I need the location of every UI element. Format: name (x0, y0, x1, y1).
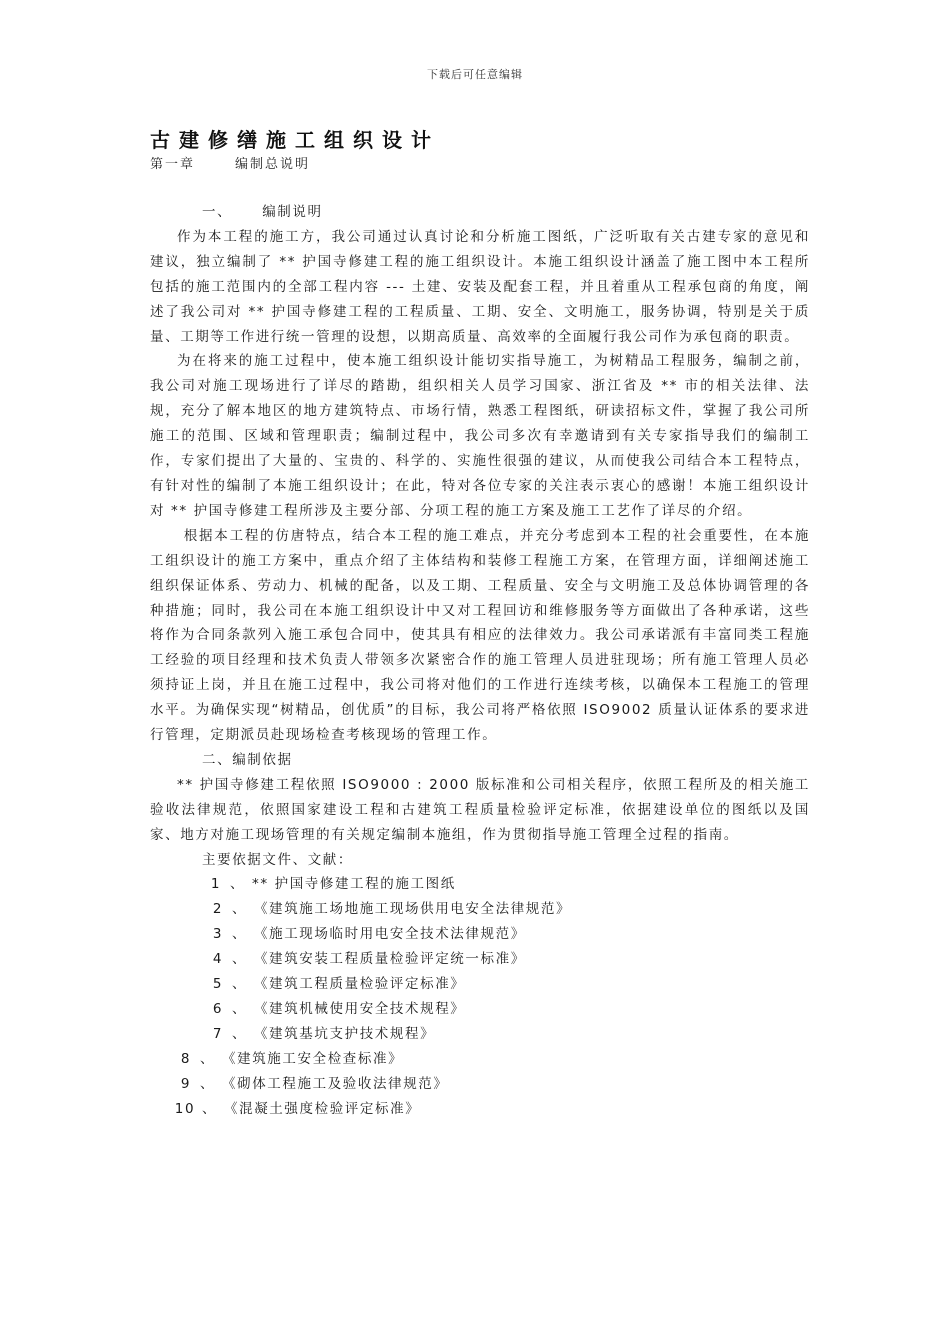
section-1-number: 一、 (202, 204, 233, 220)
reference-number: 9 (180, 1075, 192, 1092)
reference-text: 《建筑机械使用安全技术规程》 (254, 1001, 466, 1017)
section-1-title: 编制说明 (262, 204, 323, 220)
reference-item (150, 922, 810, 947)
reference-item (150, 1022, 810, 1047)
chapter-name: 编制总说明 (235, 157, 311, 172)
reference-separator: 、 (232, 901, 248, 918)
reference-text: 《建筑安装工程质量检验评定统一标准》 (254, 951, 526, 968)
document-title: 古建修缮施工组织设计 (150, 128, 440, 152)
reference-item (150, 947, 810, 972)
reference-text: 《混凝土强度检验评定标准》 (224, 1100, 421, 1117)
reference-separator: 、 (200, 1050, 216, 1067)
reference-separator: 、 (232, 926, 248, 943)
reference-separator: 、 (230, 876, 246, 893)
section-1-paragraph-1: 作为本工程的施工方，我公司通过认真讨论和分析施工图纸，广泛听取有关古建专家的意见和建议，独立编制了 ** 护国寺修建工程的施工组织设计。本施工组织设计涵盖了施工图中本工程所包括的施工范围内的全部工程内容 --- 土建、安装及配套工程，并且着重从工程承包商的角度，阐述了我公司对 ** 护国寺修建工程的工程质量、工期、安全、文明施工，服务协调，特别是关于质量、工期等工作进行统一管理的设想，以期高质量、高效率的全面履行我公司作为承包商的职责。 (150, 228, 810, 345)
reference-number: 6 (212, 1001, 224, 1017)
reference-number: 7 (212, 1025, 224, 1042)
reference-item (150, 872, 810, 897)
reference-list (150, 872, 810, 1121)
reference-text: 《建筑施工场地施工现场供用电安全法律规范》 (254, 901, 572, 918)
reference-text: 《建筑施工安全检查标准》 (222, 1050, 404, 1067)
reference-number: 8 (180, 1050, 192, 1067)
reference-text: 《施工现场临时用电安全技术法律规范》 (254, 926, 526, 943)
reference-separator: 、 (202, 1100, 218, 1117)
reference-number: 4 (212, 951, 224, 968)
reference-text: 《砌体工程施工及验收法律规范》 (222, 1075, 449, 1092)
chapter-number: 第一章 (150, 157, 196, 172)
reference-text: ** 护国寺修建工程的施工图纸 (252, 876, 456, 893)
chapter-heading (150, 153, 310, 172)
reference-number: 2 (212, 901, 224, 918)
reference-separator: 、 (232, 1025, 248, 1042)
section-1-paragraph-2: 为在将来的施工过程中，使本施工组织设计能切实指导施工，为树精品工程服务，编制之前，我公司对施工现场进行了详尽的踏勘，组织相关人员学习国家、浙江省及 ** 市的相关法律、法规，充分了解本地区的地方建筑特点、市场行情，熟悉工程图纸，研读招标文件，掌握了我公司所施工的范围、区域和管理职责；编制过程中，我公司多次有幸邀请到有关专家指导我们的编制工作，专家们提出了大量的、宝贵的、科学的、实施性很强的建议，从而使我公司结合本工程特点，有针对性的编制了本施工组织设计；在此，特对各位专家的关注表示衷心的感谢！本施工组织设计对 ** 护国寺修建工程所涉及主要分部、分项工程的施工方案及施工工艺作了详尽的介绍。 (150, 353, 810, 519)
reference-text: 《建筑工程质量检验评定标准》 (254, 976, 466, 993)
reference-number: 10 (174, 1100, 196, 1117)
reference-text: 《建筑基坑支护技术规程》 (254, 1025, 436, 1042)
reference-item (150, 972, 810, 997)
reference-item (150, 897, 810, 922)
reference-separator: 、 (232, 951, 248, 968)
reference-separator: 、 (232, 1001, 248, 1017)
reference-item (150, 1097, 810, 1122)
section-1-paragraph-3: 根据本工程的仿唐特点，结合本工程的施工难点，并充分考虑到本工程的社会重要性，在本施工组织设计的施工方案中，重点介绍了主体结构和装修工程施工方案，在管理方面，详细阐述施工组织保证体系、劳动力、机械的配备，以及工期、工程质量、安全与文明施工及总体协调管理的各种措施；同时，我公司在本施工组织设计中又对工程回访和维修服务等方面做出了各种承诺，这些将作为合同条款列入施工承包合同中，使其具有相应的法律效力。我公司承诺派有丰富同类工程施工经验的项目经理和技术负责人带领多次紧密合作的施工管理人员进驻现场；所有施工管理人员必须持证上岗，并且在施工过程中，我公司将对他们的工作进行连续考核，以确保本工程施工的管理水平。为确保实现“树精品，创优质”的目标，我公司将严格依照 ISO9002 质量认证体系的要求进行管理，定期派员赴现场检查考核现场的管理工作。 (150, 527, 810, 744)
reference-item (150, 997, 810, 1022)
reference-number: 3 (212, 926, 224, 943)
section-2-paragraph: ** 护国寺修建工程依照 ISO9000 : 2000 版标准和公司相关程序，依照工程所及的相关施工验收法律规范，依照国家建设工程和古建筑工程质量检验评定标准，依据建设单位的图纸以及国家、地方对施工现场管理的有关规定编制本施组，作为贯彻指导施工管理全过程的指南。 (150, 776, 810, 843)
reference-number: 5 (212, 976, 224, 993)
references-title: 主要依据文件、文献： (202, 851, 353, 868)
document-body (150, 200, 810, 1122)
page-header: 下载后可任意编辑 (427, 68, 523, 81)
reference-item (150, 1047, 810, 1072)
reference-separator: 、 (232, 976, 248, 993)
section-2-heading: 二、编制依据 (202, 751, 293, 768)
reference-number: 1 (210, 876, 222, 893)
reference-item (150, 1072, 810, 1097)
section-1-heading (150, 200, 810, 225)
reference-separator: 、 (200, 1075, 216, 1092)
